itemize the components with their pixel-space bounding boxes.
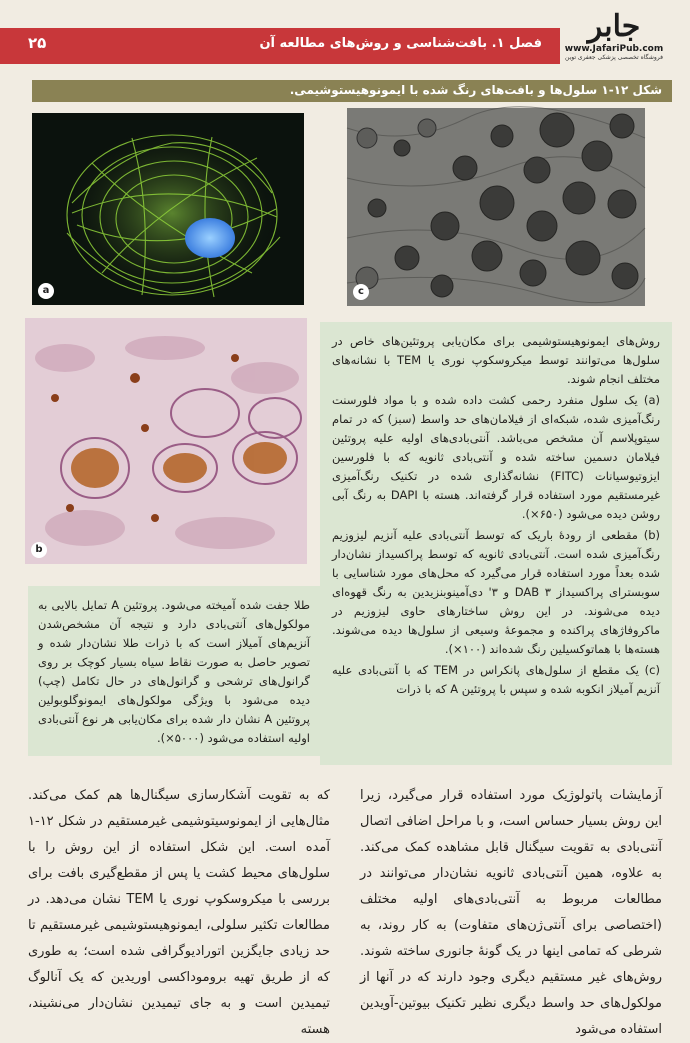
figure-panel-a bbox=[32, 113, 304, 305]
fluorescent-cell-image bbox=[32, 113, 304, 305]
body-text-left-column: که به تقویت آشکارسازی سیگنال‌ها هم کمک می‌کند. مثال‌هایی از ایمونوسیتوشیمی غیرمستقیم در شکل ۱۲-۱ آمده است. این شکل استفاده از این روش را با سلول‌های محیط کشت یا پس از مقطع‌گیری بافت برای بررسی با میکروسکوپ نوری یا TEM نشان می‌دهد. در مطالعات تکثیر سلولی، ایمونوهیستوشیمی غیرمستقیم تا حد زیادی جایگزین اتورادیوگرافی شده است؛ به طوری که از طریق تهیه بروموداکسی اوریدین که یک آنالوگ تیمیدین است و به جای تیمیدین نشان‌دار می‌نشیند، هسته bbox=[28, 788, 330, 1037]
logo-tagline: فروشگاه تخصصی پزشکی جعفری توین bbox=[565, 54, 663, 61]
description-item-a: (a) یک سلول منفرد رحمی کشت داده شده و با مواد فلورسنت رنگ‌آمیزی شده، شبکه‌ای از فیلامان‌های حد واسط (سبز) که در تمام سیتوپلاسم آن مشخص می‌باشد. آنتی‌بادی‌های اولیه علیه پروتئین فیلامان دسمین ساخته شده و آنتی‌بادی ثانویه که با فلورسین ایزوتیوسیانات (FITC) نشانه‌گذاری شده در تکنیک رنگ‌آمیزی غیرمستقیم مورد استفاده قرار گرفته‌اند. هسته با DAPI به رنگ آبی روشن دیده می‌شود (۶۵۰×). bbox=[332, 393, 660, 521]
page-number: ۲۵ bbox=[28, 34, 47, 52]
description-intro: روش‌های ایمونوهیستوشیمی برای مکان‌یابی پروتئین‌های خاص در سلول‌ها می‌توانند توسط میکروسکوپ نوری یا TEM با نشانه‌های مختلف انجام شوند. bbox=[332, 334, 660, 386]
figure-caption: شکل ۱۲-۱ سلول‌ها و بافت‌های رنگ شده با ایمونوهیستوشیمی. bbox=[32, 80, 672, 102]
description-item-b: (b) مقطعی از رودهٔ باریک که توسط آنتی‌بادی علیه آنزیم لیزوزیم رنگ‌آمیزی شده است. آنتی‌بادی ثانویه که توسط پراکسیداز نشان‌دار شده بعداً مورد استفاده قرار می‌گیرد که محل‌های مورد شناسایی با سوبسترای پراکسیداز DAB ۳ و ۳' دی‌آمینوبنزیدین به رنگ قهوه‌ای دیده می‌شوند. در این روش ساختارهای حاوی لیزوزیم در ماکروفاژهای پراکنده و مجموعهٔ وسیعی از سلول‌ها دیده می‌شوند. هسته‌ها با هماتوکسیلین رنگ شده‌اند (۱۰۰×). bbox=[332, 528, 660, 656]
intestine-section-image bbox=[25, 318, 307, 564]
figure-description-box bbox=[320, 322, 672, 765]
panel-label-a: a bbox=[38, 283, 54, 299]
panel-label-c: c bbox=[353, 284, 369, 300]
chapter-title: فصل ۱. بافت‌شناسی و روش‌های مطالعه آن bbox=[259, 36, 542, 51]
description-continuation: طلا جفت شده آمیخته می‌شود. پروتئین A تمایل بالایی به مولکول‌های آنتی‌بادی دارد و نتیجه آن مشخص‌شدن آنزیم‌های آمیلاز است که با ذرات طلا نشان‌دار شده و تصویر حاصل به صورت نقاط سیاه بسیار کوچک بر روی گرانول‌های ترشحی و گرانول‌های در حال تکامل (چپ) دیده می‌شود با ویژگی مولکول‌های ایمونوگلوبولین پروتئین A نشان دار شده برای مکان‌یابی هر نوع آنتی‌بادی اولیه استفاده می‌شود (۵۰۰۰×). bbox=[38, 598, 310, 745]
figure-panel-b bbox=[25, 318, 307, 564]
description-item-c: (c) یک مقطع از سلول‌های پانکراس در TEM که با آنتی‌بادی علیه آنزیم آمیلاز انکوبه شده و سپس با پروتئین A که با ذرات bbox=[332, 663, 660, 696]
logo-mark: جابر bbox=[587, 9, 641, 44]
body-text-right-column: آزمایشات پاتولوژیک مورد استفاده قرار می‌گیرد، زیرا این روش بسیار حساس است، و با مراحل اضافی اتصال آنتی‌بادی به تقویت سیگنال قابل مشاهده کمک می‌کند. به علاوه، همین آنتی‌بادی ثانویه نشان‌دار می‌توانند در مطالعات مربوط به آنتی‌بادی‌های اولیه مختلف (اختصاصی برای آنتی‌ژن‌های متفاوت) به کار روند، به شرطی که تمامی اینها در یک گونهٔ جانوری ساخته شوند. روش‌های غیر مستقیم دیگری وجود دارند که در آنها از مولکول‌های حد واسط دیگری نظیر تکنیک بیوتین-آویدین استفاده می‌شود bbox=[360, 788, 662, 1037]
publisher-logo bbox=[558, 10, 670, 70]
logo-site-url: www.JafariPub.com bbox=[564, 44, 664, 54]
tem-granules-image bbox=[347, 108, 645, 306]
figure-description-continued bbox=[28, 586, 320, 756]
panel-label-b: b bbox=[31, 542, 47, 558]
figure-panel-c bbox=[347, 108, 645, 306]
